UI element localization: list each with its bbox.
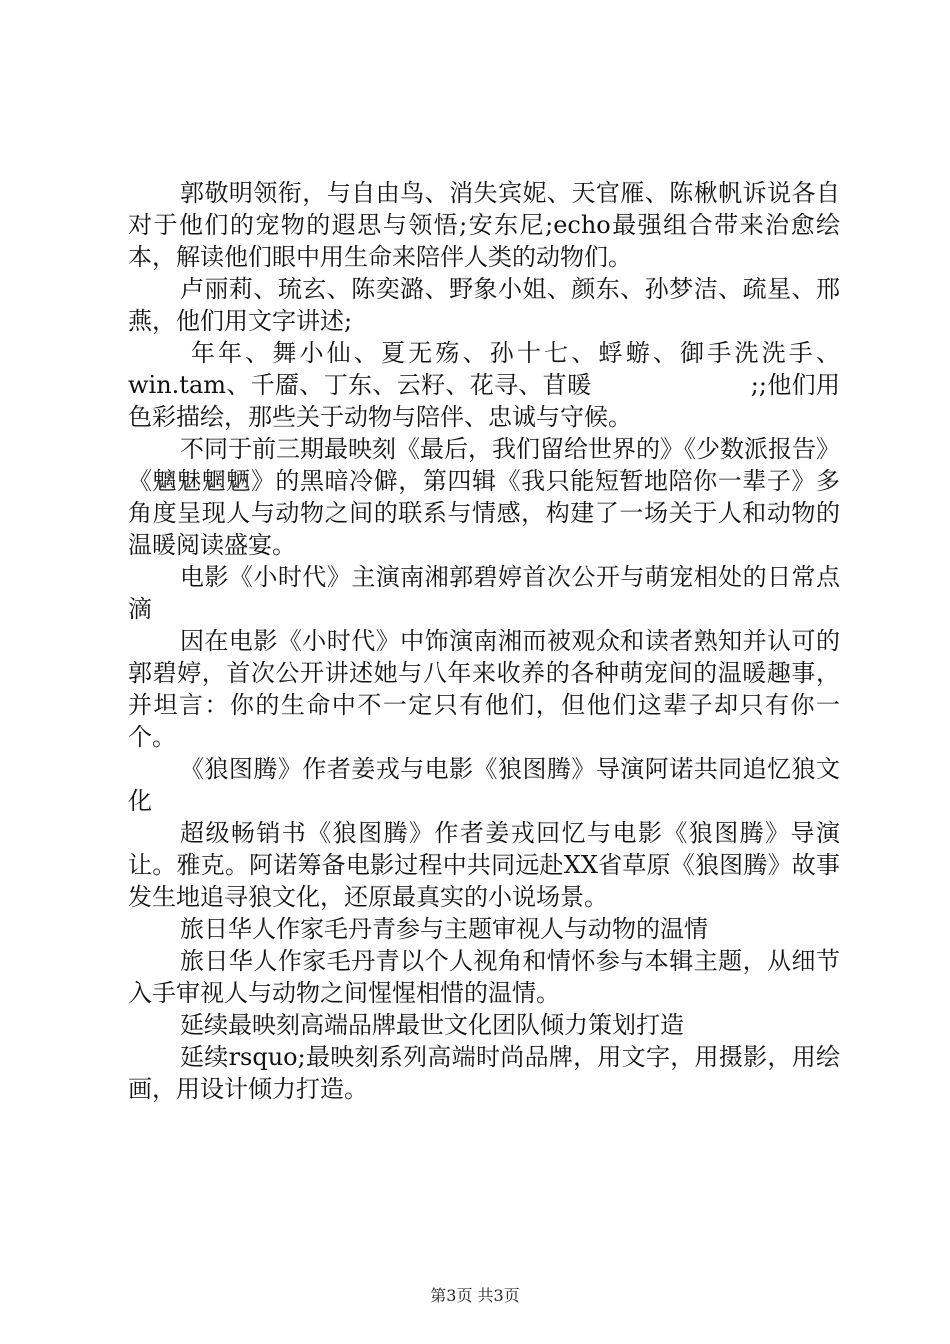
paragraph-8: 超级畅销书《狼图腾》作者姜戎回忆与电影《狼图腾》导演让。雅克。阿诺筹备电影过程中共同远赴XX省草原《狼图腾》故事发生地追寻狼文化，还原最真实的小说场景。 [128,819,840,911]
paragraph-9-heading: 旅日华人作家毛丹青参与主题审视人与动物的温情 [180,915,708,943]
page-number-footer: 第3页 共3页 [430,1286,520,1305]
paragraph-4: 不同于前三期最映刻《最后，我们留给世界的》《少数派报告》《魑魅魍魉》的黑暗冷僻，第四辑《我只能短暂地陪你一辈子》多角度呈现人与动物之间的联系与情感，构建了一场关于人和动物的温暖阅读盛宴。 [128,435,840,559]
paragraph-7-heading: 《狼图腾》作者姜戎与电影《狼图腾》导演阿诺共同追忆狼文化 [128,755,840,815]
paragraph-11-heading: 延续最映刻高端品牌最世文化团队倾力策划打造 [180,1011,684,1039]
paragraph-5-heading: 电影《小时代》主演南湘郭碧婷首次公开与萌宠相处的日常点滴 [128,563,840,623]
paragraph-3: 年年、舞小仙、夏无殇、孙十七、蜉蝣、御手洗洗手、win.tam、千靥、丁东、云籽、花寻、苜暖 ;;他们用色彩描绘，那些关于动物与陪伴、忠诚与守候。 [128,339,840,431]
paragraph-6: 因在电影《小时代》中饰演南湘而被观众和读者熟知并认可的郭碧婷，首次公开讲述她与八年来收养的各种萌宠间的温暖趣事，并坦言：你的生命中不一定只有他们，但他们这辈子却只有你一个。 [128,627,840,751]
paragraph-10: 旅日华人作家毛丹青以个人视角和情怀参与本辑主题，从细节入手审视人与动物之间惺惺相惜的温情。 [128,947,840,1007]
paragraph-12: 延续rsquo;最映刻系列高端时尚品牌，用文字，用摄影，用绘画，用设计倾力打造。 [128,1043,840,1103]
paragraph-2: 卢丽莉、琉玄、陈奕潞、野象小姐、颜东、孙梦洁、疏星、邢燕，他们用文字讲述; [128,275,840,335]
paragraph-1: 郭敬明领衔，与自由鸟、消失宾妮、天官雁、陈楸帆诉说各自对于他们的宠物的遐思与领悟;安东尼;echo最强组合带来治愈绘本，解读他们眼中用生命来陪伴人类的动物们。 [128,179,840,271]
body-text [128,177,840,1105]
